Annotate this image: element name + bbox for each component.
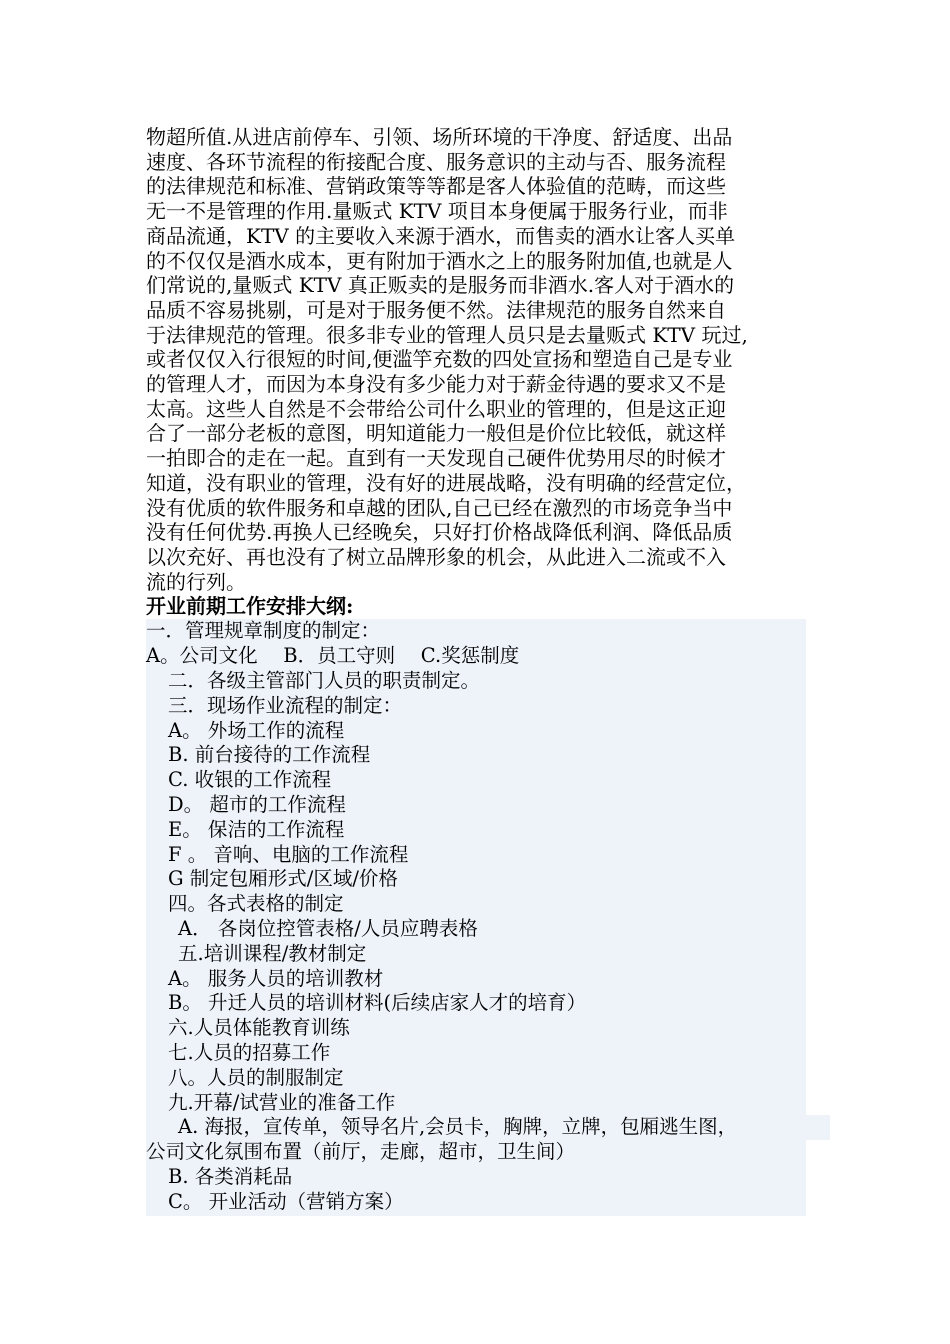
paragraph-line: 的法律规范和标准、营销政策等等都是客人体验值的范畴，而这些 <box>146 174 726 199</box>
outline-item: 六.人员体能教育训练 <box>168 1016 350 1040</box>
outline-item: 三．现场作业流程的制定： <box>168 693 403 717</box>
outline-item: C. 收银的工作流程 <box>168 768 332 792</box>
paragraph-line: 的不仅仅是酒水成本，更有附加于酒水之上的服务附加值,也就是人 <box>146 248 733 273</box>
outline-item: 四。各式表格的制定 <box>168 892 344 916</box>
outline-item: A。 外场工作的流程 <box>168 718 345 742</box>
outline-item: A. 海报，宣传单，领导名片,会员卡，胸牌，立牌，包厢逃生图， <box>146 1115 830 1140</box>
paragraph-line: 流的行列。 <box>146 569 246 594</box>
paragraph-line: 以次充好、再也没有了树立品牌形象的机会，从此进入二流或不入 <box>146 544 726 569</box>
outline-item: E。 保洁的工作流程 <box>168 817 345 841</box>
outline-item: 二．各级主管部门人员的职责制定。 <box>168 668 481 692</box>
outline-item: 八。人员的制服制定 <box>168 1065 344 1089</box>
paragraph-line: 的管理人才，而因为本身没有多少能力对于薪金待遇的要求又不是 <box>146 372 726 397</box>
paragraph-line: 品质不容易挑剔，可是对于服务便不然。法律规范的服务自然来自 <box>146 297 726 322</box>
outline-item: C。 开业活动（营销方案） <box>168 1189 404 1213</box>
paragraph-line: 没有任何优势.再换人已经晚矣，只好打价格战降低利润、降低品质 <box>146 520 733 545</box>
document-page <box>146 125 816 1216</box>
body-paragraph <box>146 125 816 594</box>
paragraph-line: 没有优质的软件服务和卓越的团队,自己已经在激烈的市场竞争当中 <box>146 495 733 520</box>
outline-item: G 制定包厢形式/区域/价格 <box>168 867 398 891</box>
outline-item: A。公司文化 B．员工守则 C.奖惩制度 <box>146 644 520 668</box>
paragraph-line: 于法律规范的管理。很多非专业的管理人员只是去量贩式 KTV 玩过, <box>146 322 748 347</box>
outline-item: 七.人员的招募工作 <box>168 1040 331 1064</box>
paragraph-line: 或者仅仅入行很短的时间,便滥竽充数的四处宣扬和塑造自己是专业 <box>146 347 733 372</box>
outline-item: B. 前台接待的工作流程 <box>168 743 371 767</box>
paragraph-line: 速度、各环节流程的衔接配合度、服务意识的主动与否、服务流程 <box>146 149 726 174</box>
paragraph-line: 知道，没有职业的管理，没有好的进展战略，没有明确的经营定位， <box>146 470 746 495</box>
section-heading: 开业前期工作安排大纲: <box>146 594 354 619</box>
outline-item: 公司文化氛围布置（前厅，走廊，超市，卫生间） <box>146 1140 576 1164</box>
paragraph-line: 一拍即合的走在一起。直到有一天发现自己硬件优势用尽的时候才 <box>146 446 726 471</box>
paragraph-line: 合了一部分老板的意图，明知道能力一般但是价位比较低，就这样 <box>146 421 726 446</box>
paragraph-line: 物超所值.从进店前停车、引领、场所环境的干净度、舒适度、出品 <box>146 125 733 149</box>
outline-item: B. 各类消耗品 <box>168 1164 293 1188</box>
paragraph-line: 太高。这些人自然是不会带给公司什么职业的管理的，但是这正迎 <box>146 396 726 421</box>
outline-item: 五.培训课程/教材制定 <box>178 941 367 965</box>
outline-item: B。 升迁人员的培训材料(后续店家人才的培育） <box>168 991 587 1015</box>
paragraph-line: 们常说的,量贩式 KTV 真正贩卖的是服务而非酒水.客人对于酒水的 <box>146 273 735 298</box>
outline-item: F 。 音响、电脑的工作流程 <box>168 842 409 866</box>
outline-item: D。 超市的工作流程 <box>168 792 346 816</box>
outline-item: 一．管理规章制度的制定： <box>146 619 381 643</box>
outline-list <box>146 619 806 1216</box>
paragraph-line: 商品流通，KTV 的主要收入来源于酒水，而售卖的酒水让客人买单 <box>146 223 736 248</box>
paragraph-line: 无一不是管理的作用.量贩式 KTV 项目本身便属于服务行业，而非 <box>146 199 728 224</box>
outline-item: A。 服务人员的培训教材 <box>168 966 384 990</box>
outline-item: 九.开幕/试营业的准备工作 <box>168 1090 396 1114</box>
outline-item: A． 各岗位控管表格/人员应聘表格 <box>178 916 478 940</box>
